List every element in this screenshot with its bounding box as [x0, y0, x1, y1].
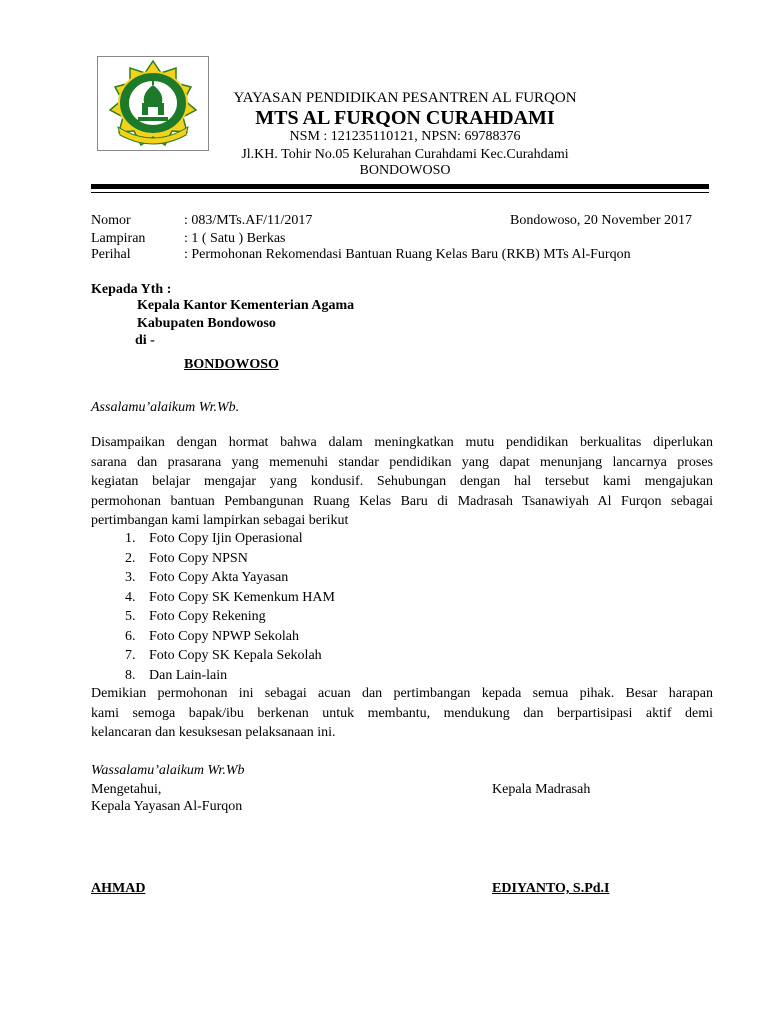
- recipient-line3: di -: [135, 333, 155, 348]
- closing-salutation: Wassalamu’alaikum Wr.Wb: [91, 763, 245, 778]
- sign-right-name: EDIYANTO, S.Pd.I: [492, 881, 610, 896]
- paragraph-line: kami semoga bapak/ibu berkenan untuk membantu, mendukung dan berpartisipasi aktif demi: [91, 705, 713, 721]
- school-city: BONDOWOSO: [359, 163, 451, 178]
- nomor-value: : 083/MTs.AF/11/2017: [184, 213, 313, 228]
- recipient-line1: Kepala Kantor Kementerian Agama: [137, 298, 355, 313]
- letterhead-divider-thin: [91, 192, 709, 193]
- sign-left-name: AHMAD: [91, 881, 146, 896]
- school-logo-frame: [97, 56, 209, 151]
- paragraph-line: kelancaran dan kesuksesan pelaksanaan ini.: [91, 725, 336, 740]
- paragraph-line: Disampaikan dengan hormat bahwa dalam meningkatkan mutu pendidikan berkualitas diperlukan: [91, 435, 713, 450]
- nomor-label: Nomor: [91, 213, 131, 228]
- school-ids: NSM : 121235110121, NPSN: 69788376: [289, 129, 521, 144]
- paragraph-line: kegiatan belajar mengajar yang kondusif. Sehubungan dengan hal tersebut kami mengajukan: [91, 474, 713, 489]
- paragraph-line: pertimbangan kami lampirkan sebagai berikut: [91, 513, 349, 528]
- list-item: 8. Dan Lain-lain: [125, 667, 228, 683]
- recipient-city: BONDOWOSO: [184, 357, 279, 372]
- list-item: 3. Foto Copy Akta Yayasan: [125, 570, 289, 585]
- perihal-value: : Permohonan Rekomendasi Bantuan Ruang Kelas Baru (RKB) MTs Al-Furqon: [184, 247, 631, 262]
- school-name: MTS AL FURQON CURAHDAMI: [255, 107, 555, 129]
- list-item: 6. Foto Copy NPWP Sekolah: [125, 628, 299, 644]
- school-address: Jl.KH. Tohir No.05 Kelurahan Curahdami Kec.Curahdami: [241, 147, 569, 162]
- letterhead-divider-thick: [91, 184, 709, 189]
- foundation-name: YAYASAN PENDIDIKAN PESANTREN AL FURQON: [233, 90, 577, 106]
- sign-left-line1: Mengetahui,: [91, 782, 162, 797]
- list-item: 2. Foto Copy NPSN: [125, 550, 248, 566]
- lampiran-label: Lampiran: [91, 231, 146, 246]
- paragraph-line: permohonan bantuan Pembangunan Ruang Kelas Baru di Madrasah Tsanawiyah Al Furqon sebagai: [91, 493, 713, 509]
- list-item: 7. Foto Copy SK Kepala Sekolah: [125, 648, 322, 663]
- lampiran-value: : 1 ( Satu ) Berkas: [184, 231, 286, 246]
- body-paragraph-2: [91, 684, 713, 743]
- sign-right-title: Kepala Madrasah: [492, 782, 591, 797]
- opening-salutation: Assalamu’alaikum Wr.Wb.: [91, 400, 240, 415]
- recipient-line2: Kabupaten Bondowoso: [137, 316, 276, 331]
- letter-date: Bondowoso, 20 November 2017: [510, 213, 692, 228]
- attachment-list: [91, 529, 335, 685]
- paragraph-line: Demikian permohonan ini sebagai acuan dan pertimbangan kepada semua pihak. Besar harapan: [91, 686, 713, 701]
- perihal-label: Perihal: [91, 247, 131, 262]
- sign-left-line2: Kepala Yayasan Al-Furqon: [91, 799, 243, 814]
- recipient-greeting: Kepada Yth :: [91, 282, 172, 297]
- list-item: 4. Foto Copy SK Kemenkum HAM: [125, 589, 335, 605]
- body-paragraph-1: [91, 433, 713, 531]
- paragraph-line: sarana dan prasarana yang memenuhi standar pendidikan yang dapat menunjang lancarnya proses: [91, 454, 713, 470]
- school-logo-emblem: [98, 57, 208, 150]
- list-item: 1. Foto Copy Ijin Operasional: [125, 531, 303, 546]
- list-item: 5. Foto Copy Rekening: [125, 609, 266, 624]
